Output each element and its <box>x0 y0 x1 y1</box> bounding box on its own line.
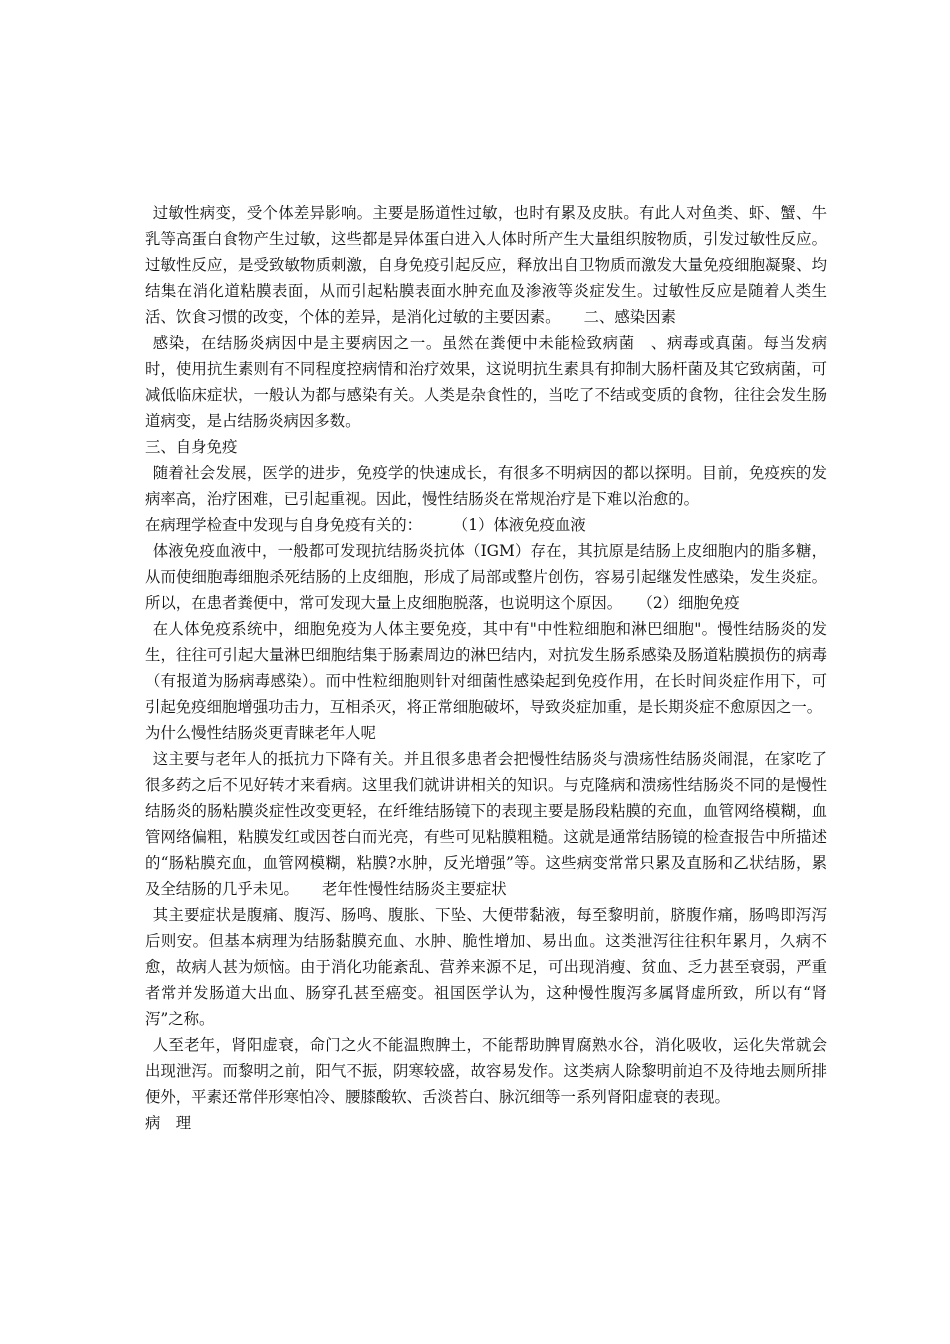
section-heading: 为什么慢性结肠炎更青睐老年人呢 <box>145 724 376 742</box>
body-paragraph: 人至老年，肾阳虚衰，命门之火不能温煦脾土，不能帮助脾胃腐熟水谷，消化吸收，运化失常就会出现泄泻。而黎明之前，阳气不振，阴寒较盛，故容易发作。这类病人除黎明前迫不及待地去厕所排便外，平素还常伴形寒怕冷、腰膝酸软、舌淡苔白、脉沉细等一系列肾阳虚衰的表现。 <box>145 1036 827 1106</box>
section-heading: 病 理 <box>145 1114 192 1132</box>
section-heading: 三、自身免疫 <box>145 438 238 456</box>
body-paragraph: 感染，在结肠炎病因中是主要病因之一。虽然在粪便中未能检致病菌 、病毒或真菌。每当发病时，使用抗生素则有不同程度控病情和治疗效果，这说明抗生素具有抑制大肠杆菌及其它致病菌，可减低临床症状，一般认为都与感染有关。人类是杂食性的，当吃了不结或变质的食物，往往会发生肠道病变，是占结肠炎病因多数。 <box>145 334 827 430</box>
body-paragraph: 在人体免疫系统中，细胞免疫为人体主要免疫，其中有"中性粒细胞和淋巴细胞"。慢性结肠炎的发生，往往可引起大量淋巴细胞结集于肠素周边的淋巴结内，对抗发生肠系感染及肠道粘膜损伤的病毒（有报道为肠病毒感染）。而中性粒细胞则针对细菌性感染起到免疫作用，在长时间炎症作用下，可引起免疫细胞增强功击力，互相杀灭，将正常细胞破坏，导致炎症加重，是长期炎症不愈原因之一。 <box>145 620 827 716</box>
document-body <box>145 200 827 1136</box>
body-paragraph: 过敏性病变，受个体差异影响。主要是肠道性过敏，也时有累及皮肤。有此人对鱼类、虾、蟹、牛乳等高蛋白食物产生过敏，这些都是异体蛋白进入人体时所产生大量组织胺物质，引发过敏性反应。过敏性反应，是受致敏物质刺激，自身免疫引起反应，释放出自卫物质而激发大量免疫细胞凝聚、均结集在消化道粘膜表面，从而引起粘膜表面水肿充血及渗液等炎症发生。过敏性反应是随着人类生活、饮食习惯的改变，个体的差异，是消化过敏的主要因素。 二、感染因素 <box>145 204 827 326</box>
body-paragraph: 随着社会发展，医学的进步，免疫学的快速成长，有很多不明病因的都以探明。目前，免疫疾的发病率高，治疗困难，已引起重视。因此，慢性结肠炎在常规治疗是下难以治愈的。 <box>145 464 827 508</box>
body-paragraph: 在病理学检查中发现与自身免疫有关的： （1）体液免疫血液 <box>145 516 586 534</box>
body-paragraph: 其主要症状是腹痛、腹泻、肠鸣、腹胀、下坠、大便带黏液，每至黎明前，脐腹作痛，肠鸣即泻泻后则安。但基本病理为结肠黏膜充血、水肿、脆性增加、易出血。这类泄泻往往积年累月，久病不愈，故病人甚为烦恼。由于消化功能紊乱、营养来源不足，可出现消瘦、贫血、乏力甚至衰弱，严重者常并发肠道大出血、肠穿孔甚至癌变。祖国医学认为，这种慢性腹泻多属肾虚所致，所以有“肾泻”之称。 <box>145 906 827 1028</box>
body-paragraph: 这主要与老年人的抵抗力下降有关。并且很多患者会把慢性结肠炎与溃疡性结肠炎闹混，在家吃了很多药之后不见好转才来看病。这里我们就讲讲相关的知识。与克隆病和溃疡性结肠炎不同的是慢性结肠炎的肠粘膜炎症性改变更轻，在纤维结肠镜下的表现主要是肠段粘膜的充血，血管网络模糊，血管网络偏粗，粘膜发红或因苍白而光亮，有些可见粘膜粗糙。这就是通常结肠镜的检查报告中所描述的“肠粘膜充血，血管网模糊，粘膜?水肿，反光增强”等。这些病变常常只累及直肠和乙状结肠，累及全结肠的几乎未见。 老年性慢性结肠炎主要症状 <box>145 750 827 898</box>
body-paragraph: 体液免疫血液中，一般都可发现抗结肠炎抗体（IGM）存在，其抗原是结肠上皮细胞内的脂多糖，从而使细胞毒细胞杀死结肠的上皮细胞，形成了局部或整片创伤，容易引起继发性感染，发生炎症。所以，在患者粪便中，常可发现大量上皮细胞脱落，也说明这个原因。 （2）细胞免疫 <box>145 542 827 612</box>
